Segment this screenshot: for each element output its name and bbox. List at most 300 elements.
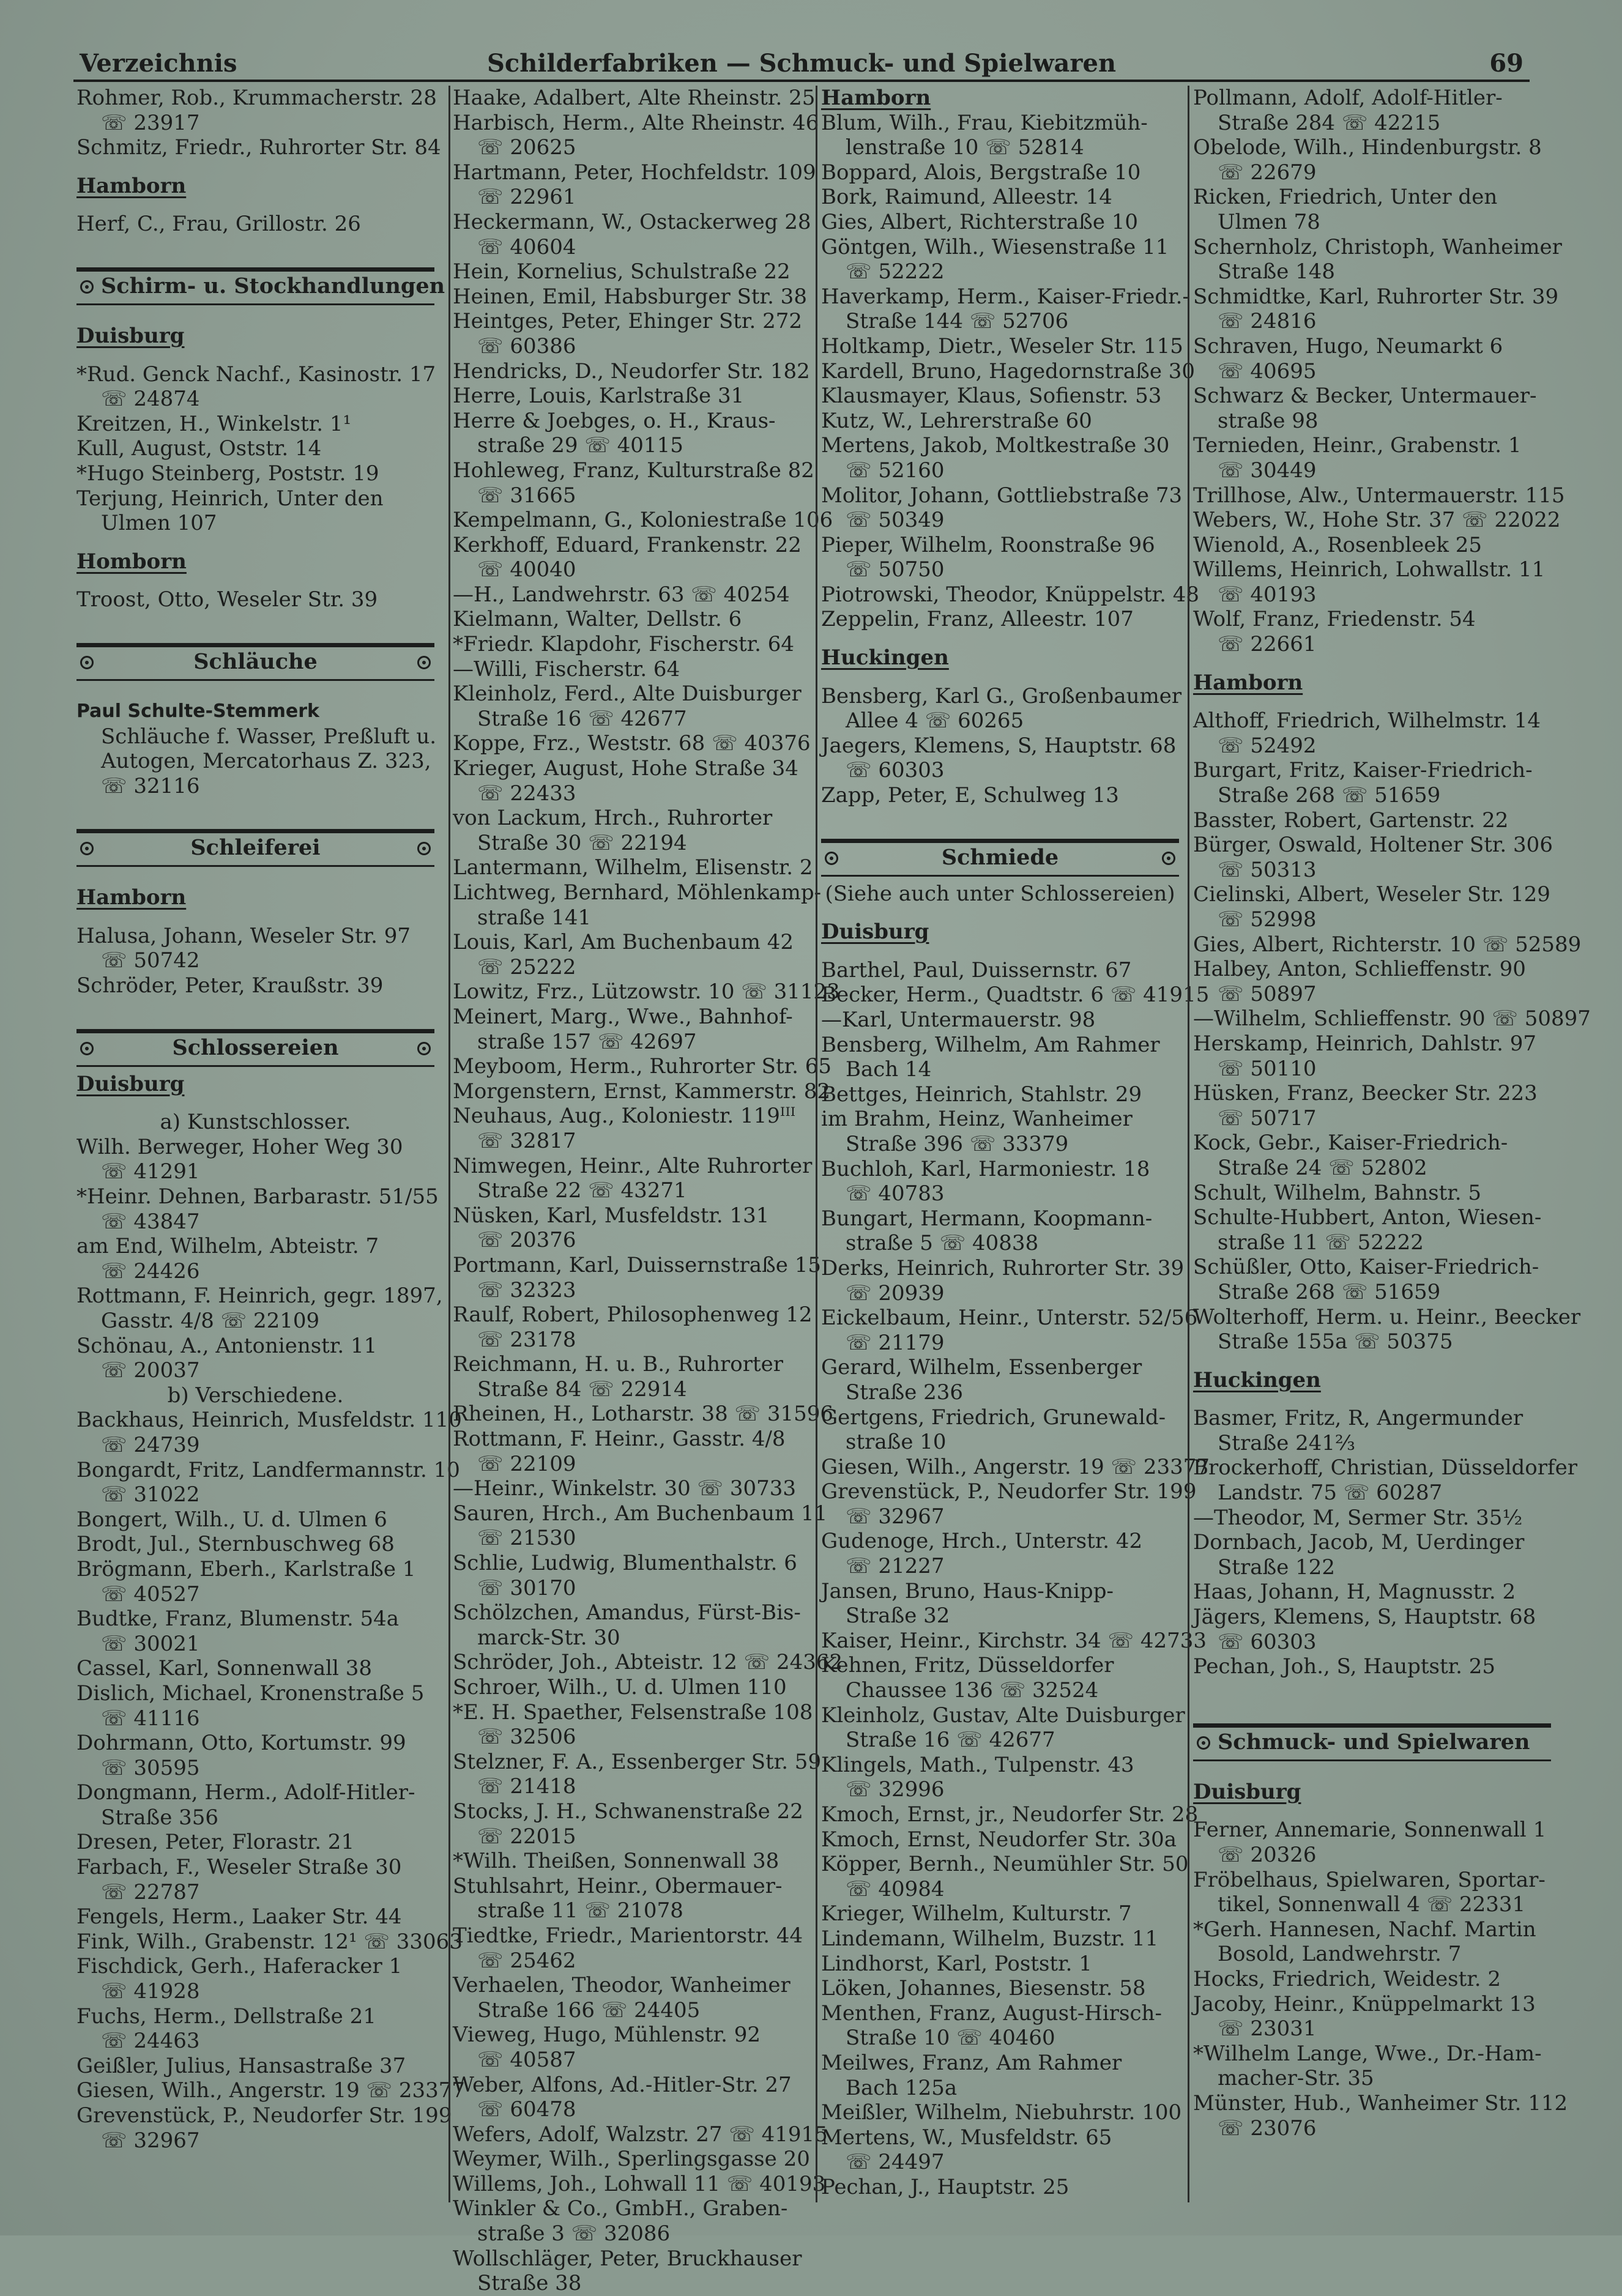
directory-entry: Troost, Otto, Weseler Str. 39	[76, 587, 378, 612]
directory-entry: Althoff, Friedrich, Wilhelmstr. 14	[1193, 708, 1541, 734]
section-heading	[76, 1029, 434, 1067]
directory-entry: Klausmayer, Klaus, Sofienstr. 53	[821, 384, 1162, 409]
directory-entry: *Gerh. Hannesen, Nachf. Martin	[1193, 1917, 1536, 1942]
directory-entry: Meilwes, Franz, Am Rahmer	[821, 2050, 1122, 2075]
spacer	[76, 1096, 434, 1110]
directory-entry: Terjung, Heinrich, Unter den	[76, 486, 384, 511]
entry-continuation: straße 157 ☏ 42697	[477, 1029, 697, 1054]
directory-entry: *Friedr. Klapdohr, Fischerstr. 64	[453, 632, 795, 657]
entry-continuation: Straße 10 ☏ 40460	[846, 2026, 1055, 2051]
entry-continuation: ☏ 41291	[101, 1159, 200, 1184]
section-title: Schlossereien	[172, 1035, 339, 1060]
directory-entry: Fengels, Herm., Laaker Str. 44	[76, 1904, 402, 1930]
entry-continuation: ☏ 50750	[846, 557, 945, 582]
entry-continuation: Straße 236	[846, 1380, 964, 1405]
city-heading: Huckingen	[821, 645, 949, 671]
spacer	[76, 612, 434, 637]
directory-entry: Dohrmann, Otto, Kortumstr. 99	[76, 1731, 406, 1756]
city-heading: Hamborn	[1193, 670, 1303, 695]
directory-entry: Cielinski, Albert, Weseler Str. 129	[1193, 882, 1550, 907]
section-heading	[1193, 1723, 1551, 1761]
city-heading: Hamborn	[76, 885, 187, 910]
entry-continuation: Ulmen 78	[1218, 209, 1320, 234]
directory-entry: Grevenstück, P., Neudorfer Str. 199	[76, 2103, 452, 2128]
directory-entry: —Heinr., Winkelstr. 30 ☏ 30733	[453, 1476, 796, 1501]
entry-continuation: ☏ 24497	[846, 2150, 945, 2175]
entry-continuation: ☏ 32996	[846, 1777, 945, 1802]
entry-continuation: Straße 122	[1218, 1555, 1336, 1580]
directory-entry: Zeppelin, Franz, Alleestr. 107	[821, 607, 1134, 632]
entry-continuation: ☏ 22433	[477, 781, 576, 806]
directory-entry: Brögmann, Eberh., Karlstraße 1	[76, 1556, 416, 1581]
directory-entry: Kerkhoff, Eduard, Frankenstr. 22	[453, 532, 802, 557]
directory-entry: Krieger, August, Hohe Straße 34	[453, 756, 798, 781]
directory-entry: Rheinen, H., Lotharstr. 38 ☏ 31596	[453, 1402, 834, 1427]
directory-entry: Harbisch, Herm., Alte Rheinstr. 46	[453, 110, 819, 135]
directory-entry: Herre, Louis, Karlstraße 31	[453, 384, 745, 409]
entry-continuation: ☏ 43847	[101, 1209, 200, 1234]
directory-entry: Lowitz, Frz., Lützowstr. 10 ☏ 31123	[453, 979, 840, 1005]
directory-entry: Schulte-Hubbert, Anton, Wiesen-	[1193, 1205, 1542, 1230]
directory-entry: Köpper, Bernh., Neumühler Str. 50	[821, 1852, 1189, 1877]
entry-continuation: ☏ 50313	[1218, 857, 1317, 882]
entry-continuation: ☏ 20625	[477, 135, 576, 160]
entry-continuation: ☏ 21227	[846, 1554, 945, 1579]
header-title: Schilderfabriken — Schmuck- und Spielwaren	[486, 49, 1117, 78]
column-divider	[816, 86, 817, 2202]
ring-bullet-icon	[417, 1042, 431, 1055]
column-divider	[1188, 86, 1189, 2202]
directory-entry: Trillhose, Alw., Untermauerstr. 115	[1193, 483, 1565, 508]
entry-continuation: ☏ 52492	[1218, 733, 1317, 758]
directory-entry: Lindemann, Wilhelm, Buzstr. 11	[821, 1926, 1159, 1951]
directory-entry: von Lackum, Hrch., Ruhrorter	[453, 806, 773, 831]
directory-entry: —Theodor, M, Sermer Str. 35½	[1193, 1505, 1523, 1530]
directory-entry: Louis, Karl, Am Buchenbaum 42	[453, 930, 794, 955]
directory-entry: Haverkamp, Herm., Kaiser-Friedr.-	[821, 284, 1189, 309]
directory-entry: *Wilhelm Lange, Wwe., Dr.-Ham-	[1193, 2041, 1542, 2066]
directory-entry: Bork, Raimund, Alleestr. 14	[821, 185, 1112, 210]
spacer	[1193, 1704, 1551, 1717]
ring-bullet-icon	[80, 1042, 94, 1055]
directory-entry: Pieper, Wilhelm, Roonstraße 96	[821, 532, 1155, 557]
spacer	[76, 198, 434, 212]
directory-entry: Wefers, Adolf, Walzstr. 27 ☏ 41915	[453, 2122, 828, 2147]
section-heading	[76, 829, 434, 867]
directory-entry: Kmoch, Ernst, Neudorfer Str. 30a	[821, 1827, 1177, 1852]
section-heading	[76, 267, 445, 305]
directory-entry: Willems, Heinrich, Lohwallstr. 11	[1193, 557, 1546, 582]
spacer	[76, 237, 434, 261]
entry-continuation: Ulmen 107	[101, 511, 217, 536]
directory-entry: Nimwegen, Heinr., Alte Ruhrorter	[453, 1153, 813, 1178]
directory-entry: Mertens, W., Musfeldstr. 65	[821, 2125, 1112, 2150]
running-header	[73, 44, 1530, 82]
directory-entry: Haas, Johann, H, Magnusstr. 2	[1193, 1580, 1516, 1605]
directory-entry: Herre & Joebges, o. H., Kraus-	[453, 408, 776, 433]
entry-continuation: ☏ 24874	[101, 387, 200, 412]
entry-continuation: straße 98	[1218, 408, 1319, 433]
directory-entry: Stelzner, F. A., Essenberger Str. 59	[453, 1749, 822, 1774]
directory-entry: Gies, Albert, Richterstr. 10 ☏ 52589	[1193, 932, 1582, 957]
directory-entry: Schröder, Peter, Kraußstr. 39	[76, 973, 384, 998]
directory-entry: Vieweg, Hugo, Mühlenstr. 92	[453, 2023, 761, 2048]
entry-continuation: ☏ 50897	[1218, 981, 1317, 1006]
entry-continuation: ☏ 50717	[1218, 1105, 1317, 1131]
entry-continuation: Straße 356	[101, 1805, 219, 1830]
entry-continuation: ☏ 40984	[846, 1876, 945, 1901]
directory-entry: Pechan, J., Hauptstr. 25	[821, 2174, 1070, 2199]
directory-entry: Schönau, A., Antonienstr. 11	[76, 1333, 378, 1358]
section-title: Schmuck- und Spielwaren	[1218, 1729, 1530, 1755]
company-name: Paul Schulte-Stemmerk	[76, 700, 319, 722]
entry-continuation: ☏ 32967	[846, 1504, 945, 1529]
entry-continuation: Straße 144 ☏ 52706	[846, 309, 1069, 334]
ring-bullet-icon	[80, 656, 94, 669]
entry-continuation: ☏ 40193	[1218, 582, 1317, 607]
entry-continuation: Straße 268 ☏ 51659	[1218, 783, 1441, 808]
entry-continuation: ☏ 32116	[101, 773, 200, 798]
entry-continuation: straße 10	[846, 1430, 947, 1455]
directory-entry: Fischdick, Gerh., Haferacker 1	[76, 1954, 403, 1979]
spacer	[76, 574, 434, 587]
directory-entry: *Rud. Genck Nachf., Kasinostr. 17	[76, 362, 436, 387]
directory-entry: Stocks, J. H., Schwanenstraße 22	[453, 1799, 803, 1824]
spacer	[76, 160, 434, 174]
directory-entry: *Wilh. Theißen, Sonnenwall 38	[453, 1849, 779, 1874]
entry-continuation: ☏ 60386	[477, 333, 576, 359]
directory-entry: Weber, Alfons, Ad.-Hitler-Str. 27	[453, 2072, 792, 2097]
entry-continuation: Bosold, Landwehrstr. 7	[1218, 1942, 1462, 1967]
entry-continuation: Bach 125a	[846, 2075, 958, 2100]
directory-entry: Lindhorst, Karl, Poststr. 1	[821, 1951, 1092, 1976]
column-2	[453, 86, 843, 2296]
directory-entry: Schwarz & Becker, Untermauer-	[1193, 384, 1537, 409]
directory-entry: Basmer, Fritz, R, Angermunder	[1193, 1406, 1523, 1431]
directory-entry: Schraven, Hugo, Neumarkt 6	[1193, 333, 1503, 359]
spacer	[821, 945, 1179, 958]
directory-entry: Menthen, Franz, August-Hirsch-	[821, 2001, 1162, 2026]
directory-entry: Bensberg, Wilhelm, Am Rahmer	[821, 1032, 1160, 1057]
section-heading	[821, 839, 1179, 877]
spacer	[821, 671, 1179, 684]
directory-entry: Lichtweg, Bernhard, Möhlenkamp-	[453, 880, 822, 905]
column-3	[821, 86, 1210, 2209]
directory-entry: Dresen, Peter, Florastr. 21	[76, 1830, 355, 1855]
directory-entry: Schroer, Wilh., U. d. Ulmen 110	[453, 1675, 787, 1700]
directory-entry: Ferner, Annemarie, Sonnenwall 1	[1193, 1818, 1547, 1843]
spacer	[76, 998, 434, 1023]
directory-entry: Blum, Wilh., Frau, Kiebitzmüh-	[821, 110, 1148, 135]
entry-continuation: ☏ 24463	[101, 2029, 200, 2054]
entry-continuation: Landstr. 75 ☏ 60287	[1218, 1481, 1443, 1506]
directory-entry: Bensberg, Karl G., Großenbaumer	[821, 683, 1182, 708]
directory-entry: *Heinr. Dehnen, Barbarastr. 51/55	[76, 1184, 439, 1209]
directory-entry: Halusa, Johann, Weseler Str. 97	[76, 923, 411, 948]
city-heading-row	[76, 174, 434, 199]
directory-entry: Münster, Hub., Wanheimer Str. 112	[1193, 2090, 1568, 2116]
directory-entry: Wienold, A., Rosenbleek 25	[1193, 532, 1482, 557]
spacer	[1193, 1354, 1551, 1368]
entry-continuation: ☏ 40040	[477, 557, 576, 582]
spacer	[1193, 657, 1551, 671]
directory-entry: Pechan, Joh., S, Hauptstr. 25	[1193, 1654, 1496, 1679]
directory-entry: Hohleweg, Franz, Kulturstraße 82	[453, 458, 814, 483]
entry-continuation: straße 5 ☏ 40838	[846, 1231, 1039, 1256]
entry-continuation: Schläuche f. Wasser, Preßluft u.	[101, 724, 437, 749]
directory-entry: —Wilhelm, Schlieffenstr. 90 ☏ 50897	[1193, 1006, 1591, 1031]
directory-entry: Bongert, Wilh., U. d. Ulmen 6	[76, 1507, 387, 1532]
directory-entry: Bungart, Hermann, Koopmann-	[821, 1206, 1153, 1231]
entry-continuation: ☏ 23031	[1218, 2016, 1317, 2042]
directory-entry: Meinert, Marg., Wwe., Bahnhof-	[453, 1004, 793, 1029]
entry-continuation: ☏ 40695	[1218, 359, 1317, 384]
directory-entry: Giesen, Wilh., Angerstr. 19 ☏ 23377	[76, 2078, 466, 2103]
directory-entry: Fink, Wilh., Grabenstr. 12¹ ☏ 33063	[76, 1929, 463, 1954]
directory-entry: Göntgen, Wilh., Wiesenstraße 11	[821, 234, 1169, 259]
spacer	[76, 686, 434, 699]
entry-continuation: ☏ 20326	[1218, 1843, 1317, 1867]
ring-bullet-icon	[80, 842, 94, 855]
directory-entry: Lantermann, Wilhelm, Elisenstr. 2	[453, 855, 813, 880]
spacer	[1193, 1804, 1551, 1818]
directory-entry: Pollmann, Adolf, Adolf-Hitler-	[1193, 86, 1503, 110]
directory-entry: Wolterhoff, Herm. u. Heinr., Beecker	[1193, 1304, 1581, 1329]
directory-entry: Klingels, Math., Tulpenstr. 43	[821, 1752, 1134, 1777]
directory-entry: Eickelbaum, Heinr., Unterstr. 52/56	[821, 1306, 1198, 1331]
directory-entry: *Hugo Steinberg, Poststr. 19	[76, 461, 379, 486]
directory-entry: Morgenstern, Ernst, Kammerstr. 82	[453, 1079, 831, 1104]
directory-entry: Verhaelen, Theodor, Wanheimer	[453, 1973, 791, 1998]
directory-entry: Ricken, Friedrich, Unter den	[1193, 185, 1498, 210]
entry-continuation: ☏ 52160	[846, 458, 945, 483]
city-heading-row	[821, 645, 1179, 671]
entry-continuation: ☏ 21418	[477, 1774, 576, 1799]
city-heading: Homborn	[76, 549, 187, 574]
entry-continuation: Straße 32	[846, 1603, 950, 1629]
city-heading-row	[1193, 1780, 1551, 1805]
entry-continuation: ☏ 22661	[1218, 632, 1317, 657]
directory-entry: Fuchs, Herm., Dellstraße 21	[76, 2004, 376, 2029]
section-title: Schleiferei	[190, 835, 321, 861]
entry-continuation: Straße 155a ☏ 50375	[1218, 1329, 1453, 1354]
directory-entry: Kielmann, Walter, Dellstr. 6	[453, 607, 742, 632]
spacer	[76, 872, 434, 885]
spacer	[821, 808, 1179, 833]
entry-continuation: ☏ 21530	[477, 1526, 576, 1551]
city-heading-row	[1193, 1368, 1551, 1393]
directory-entry: Herskamp, Heinrich, Dahlstr. 97	[1193, 1031, 1536, 1056]
entry-continuation: Bach 14	[846, 1057, 932, 1082]
directory-entry: Kutz, W., Lehrerstraße 60	[821, 408, 1092, 433]
city-heading-row	[76, 324, 434, 349]
directory-entry: Kehnen, Fritz, Düsseldorfer	[821, 1653, 1114, 1678]
entry-continuation: ☏ 40587	[477, 2047, 576, 2072]
entry-continuation: Straße 16 ☏ 42677	[846, 1728, 1055, 1753]
directory-entry: Gerard, Wilhelm, Essenberger	[821, 1355, 1142, 1380]
entry-continuation: Straße 396 ☏ 33379	[846, 1131, 1069, 1156]
spacer	[76, 349, 434, 362]
directory-entry: Meyboom, Herm., Ruhrorter Str. 65	[453, 1054, 831, 1079]
page-number: 69	[1489, 49, 1523, 78]
entry-continuation: ☏ 60303	[846, 758, 945, 783]
ring-bullet-icon	[417, 656, 431, 669]
spacer	[1193, 695, 1551, 708]
entry-continuation: Autogen, Mercatorhaus Z. 323,	[101, 749, 431, 774]
subsection-label: a) Kunstschlosser.	[160, 1110, 351, 1135]
directory-entry: Hendricks, D., Neudorfer Str. 182	[453, 359, 810, 384]
directory-entry: —Karl, Untermauerstr. 98	[821, 1008, 1096, 1032]
entry-continuation: ☏ 30021	[101, 1631, 200, 1656]
directory-entry: Giesen, Wilh., Angerstr. 19 ☏ 23377	[821, 1454, 1210, 1479]
spacer	[1193, 1392, 1551, 1406]
directory-entry: Webers, W., Hohe Str. 37 ☏ 22022	[1193, 508, 1561, 533]
entry-continuation: ☏ 31665	[477, 483, 576, 508]
header-left: Verzeichnis	[80, 49, 237, 78]
entry-continuation: ☏ 50349	[846, 508, 945, 533]
directory-entry: Bongardt, Fritz, Landfermannstr. 10	[76, 1457, 460, 1482]
city-heading-row	[821, 86, 1179, 111]
entry-continuation: ☏ 23178	[477, 1327, 576, 1352]
city-heading-row	[76, 549, 434, 574]
directory-entry: Schult, Wilhelm, Bahnstr. 5	[1193, 1180, 1482, 1205]
entry-continuation: Straße 24 ☏ 52802	[1218, 1155, 1427, 1180]
entry-continuation: ☏ 22679	[1218, 160, 1317, 185]
directory-entry: Kardell, Bruno, Hagedornstraße 30	[821, 359, 1196, 384]
directory-entry: Dongmann, Herm., Adolf-Hitler-	[76, 1780, 415, 1805]
entry-continuation: straße 11 ☏ 52222	[1218, 1230, 1424, 1255]
directory-entry: Burgart, Fritz, Kaiser-Friedrich-	[1193, 758, 1533, 783]
column-1	[76, 86, 466, 2209]
entry-continuation: tikel, Sonnenwall 4 ☏ 22331	[1218, 1892, 1526, 1917]
directory-entry: Boppard, Alois, Bergstraße 10	[821, 160, 1141, 185]
directory-entry: Koppe, Frz., Weststr. 68 ☏ 40376	[453, 731, 811, 756]
city-heading-row	[1193, 671, 1551, 696]
directory-entry: Krieger, Wilhelm, Kulturstr. 7	[821, 1901, 1132, 1926]
entry-continuation: straße 3 ☏ 32086	[477, 2221, 671, 2246]
entry-continuation: ☏ 25462	[477, 1948, 576, 1973]
city-heading-row	[821, 920, 1179, 945]
directory-entry: Hocks, Friedrich, Weidestr. 2	[1193, 1966, 1501, 1991]
directory-entry: Kleinholz, Ferd., Alte Duisburger	[453, 682, 802, 707]
directory-entry: Wilh. Berweger, Hoher Weg 30	[76, 1134, 403, 1159]
entry-continuation: ☏ 20037	[101, 1358, 200, 1383]
section-title: Schmiede	[941, 844, 1059, 870]
entry-continuation: ☏ 50110	[1218, 1056, 1317, 1081]
entry-continuation: Straße 84 ☏ 22914	[477, 1376, 687, 1402]
directory-entry: Geißler, Julius, Hansastraße 37	[76, 2053, 406, 2078]
entry-continuation: ☏ 41116	[101, 1706, 200, 1731]
directory-entry: Willems, Joh., Lohwall 11 ☏ 40193	[453, 2171, 826, 2196]
entry-continuation: Straße 16 ☏ 42677	[477, 706, 687, 731]
directory-entry: Obelode, Wilh., Hindenburgstr. 8	[1193, 135, 1542, 160]
directory-entry: Herf, C., Frau, Grillostr. 26	[76, 212, 361, 237]
city-heading: Duisburg	[821, 920, 929, 945]
entry-continuation: Straße 166 ☏ 24405	[477, 1997, 701, 2023]
directory-entry: Dornbach, Jacob, M, Uerdinger	[1193, 1530, 1525, 1555]
city-heading: Duisburg	[1193, 1779, 1301, 1804]
entry-continuation: ☏ 23917	[101, 110, 200, 135]
entry-continuation: ☏ 22109	[477, 1451, 576, 1476]
directory-entry: Kempelmann, G., Koloniestraße 106	[453, 508, 833, 533]
entry-continuation: ☏ 21179	[846, 1330, 945, 1355]
city-heading-row	[76, 885, 434, 910]
directory-entry: Jaegers, Klemens, S, Hauptstr. 68	[821, 733, 1177, 758]
directory-entry: Gertgens, Friedrich, Grunewald-	[821, 1405, 1166, 1430]
directory-entry: Weymer, Wilh., Sperlingsgasse 20	[453, 2147, 810, 2172]
directory-entry: am End, Wilhelm, Abteistr. 7	[76, 1234, 379, 1259]
directory-entry: Schmidtke, Karl, Ruhrorter Str. 39	[1193, 284, 1559, 309]
entry-continuation: Straße 268 ☏ 51659	[1218, 1279, 1441, 1304]
entry-continuation: ☏ 30170	[477, 1575, 576, 1600]
directory-entry: Gudenoge, Hrch., Unterstr. 42	[821, 1529, 1143, 1554]
directory-entry: Kock, Gebr., Kaiser-Friedrich-	[1193, 1131, 1508, 1156]
directory-entry: Hein, Kornelius, Schulstraße 22	[453, 259, 791, 284]
directory-entry: —Willi, Fischerstr. 64	[453, 656, 680, 682]
entry-continuation: ☏ 24739	[101, 1432, 200, 1457]
subsection-label: b) Verschiedene.	[167, 1383, 344, 1408]
entry-continuation: ☏ 25222	[477, 954, 576, 979]
directory-entry: Holtkamp, Dietr., Weseler Str. 115	[821, 333, 1183, 359]
directory-entry: Jansen, Bruno, Haus-Knipp-	[821, 1578, 1114, 1603]
entry-continuation: Straße 30 ☏ 22194	[477, 830, 687, 855]
spacer	[821, 632, 1179, 645]
directory-entry: Becker, Herm., Quadtstr. 6 ☏ 41915	[821, 983, 1210, 1008]
entry-continuation: Chaussee 136 ☏ 32524	[846, 1678, 1099, 1703]
entry-continuation: ☏ 32323	[477, 1277, 576, 1302]
entry-continuation: ☏ 24426	[101, 1258, 200, 1284]
section-title: Schirm- u. Stockhandlungen	[101, 273, 445, 299]
city-heading: Hamborn	[76, 173, 187, 198]
directory-entry: Bürger, Oswald, Holtener Str. 306	[1193, 833, 1553, 858]
directory-entry: Rottmann, F. Heinr., Gasstr. 4/8	[453, 1427, 786, 1452]
directory-entry: Kull, August, Oststr. 14	[76, 436, 322, 461]
directory-entry: Molitor, Johann, Gottliebstraße 73	[821, 483, 1183, 508]
directory-entry: Farbach, F., Weseler Straße 30	[76, 1855, 402, 1880]
ring-bullet-icon	[825, 852, 838, 865]
entry-continuation: ☏ 22015	[477, 1824, 576, 1849]
entry-continuation: ☏ 32967	[101, 2128, 200, 2153]
directory-entry: Schröder, Joh., Abteistr. 12 ☏ 24362	[453, 1650, 843, 1675]
directory-entry: Zapp, Peter, E, Schulweg 13	[821, 783, 1119, 808]
directory-entry: —H., Landwehrstr. 63 ☏ 40254	[453, 582, 790, 607]
directory-entry: Cassel, Karl, Sonnenwall 38	[76, 1656, 372, 1681]
directory-entry: Rottmann, F. Heinrich, gegr. 1897,	[76, 1284, 443, 1309]
directory-entry: Brodt, Jul., Sternbuschweg 68	[76, 1532, 395, 1557]
directory-entry: *E. H. Spaether, Felsenstraße 108	[453, 1700, 813, 1725]
entry-continuation: Gasstr. 4/8 ☏ 22109	[101, 1309, 320, 1333]
directory-entry: Hartmann, Peter, Hochfeldstr. 109	[453, 160, 816, 185]
directory-entry: im Brahm, Heinz, Wanheimer	[821, 1107, 1133, 1132]
city-heading-row	[76, 1072, 434, 1097]
directory-entry: Brockerhoff, Christian, Düsseldorfer	[1193, 1455, 1577, 1481]
directory-entry: Löken, Johannes, Biesenstr. 58	[821, 1976, 1146, 2001]
directory-entry: Jägers, Klemens, S, Hauptstr. 68	[1193, 1605, 1536, 1630]
entry-continuation: ☏ 40604	[477, 234, 576, 259]
directory-entry: Nüsken, Karl, Musfeldstr. 131	[453, 1203, 770, 1228]
entry-continuation: ☏ 31022	[101, 1482, 200, 1507]
entry-continuation: ☏ 30449	[1218, 458, 1317, 483]
entry-continuation: Straße 38	[477, 2271, 582, 2296]
entry-continuation: ☏ 40527	[101, 1581, 200, 1607]
entry-continuation: ☏ 50742	[101, 948, 200, 973]
directory-entry: Wolf, Franz, Friedenstr. 54	[1193, 607, 1476, 632]
entry-continuation: ☏ 24816	[1218, 309, 1317, 334]
entry-continuation: Straße 284 ☏ 42215	[1218, 110, 1441, 135]
directory-entry: Ternieden, Heinr., Grabenstr. 1	[1193, 433, 1522, 458]
city-heading: Hamborn	[821, 86, 931, 110]
entry-continuation: Straße 22 ☏ 43271	[477, 1178, 687, 1203]
